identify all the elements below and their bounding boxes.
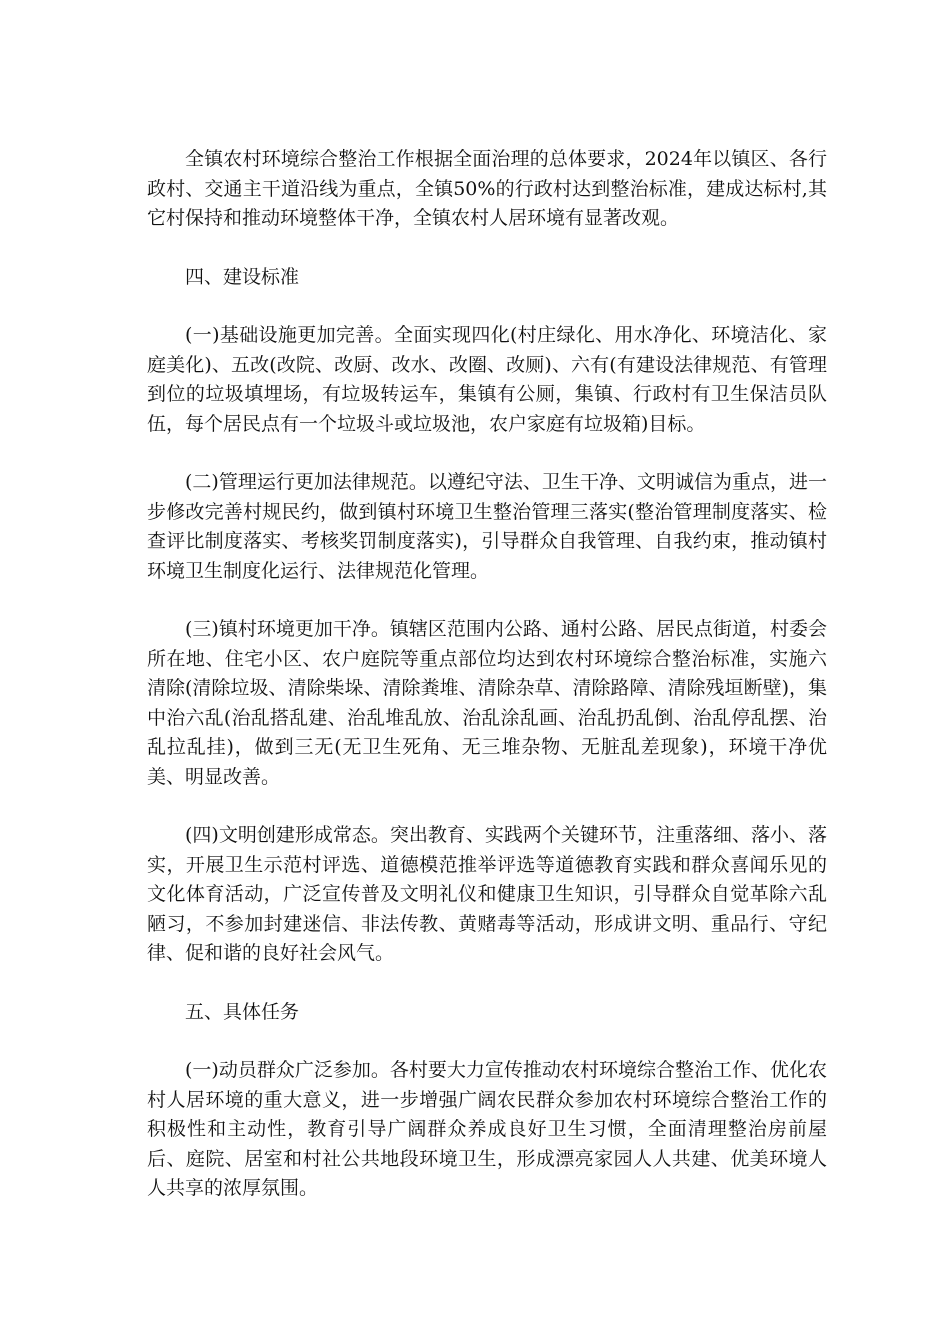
paragraph-infrastructure: (一)基础设施更加完善。全面实现四化(村庄绿化、用水净化、环境洁化、家庭美化)、五改(改院、改厨、改水、改圈、改厕)、六有(有建设法律规范、有管理到位的垃圾填埋场，有垃圾转运车，集镇有公厕，集镇、行政村有卫生保洁员队伍，每个居民点有一个垃圾斗或垃圾池，农户家庭有垃圾箱)目标。 [147,324,827,435]
paragraph-overall-goal: 全镇农村环境综合整治工作根据全面治理的总体要求，2024年以镇区、各行政村、交通主干道沿线为重点，全镇50%的行政村达到整治标准，建成达标村,其它村保持和推动环境整体干净，全镇农村人居环境有显著改观。 [147,148,827,229]
paragraph-mobilize-masses: (一)动员群众广泛参加。各村要大力宣传推动农村环境综合整治工作、优化农村人居环境的重大意义，进一步增强广阔农民群众参加农村环境综合整治工作的积极性和主动性，教育引导广阔群众养成良好卫生习惯，全面清理整治房前屋后、庭院、居室和村社公共地段环境卫生，形成漂亮家园人人共建、优美环境人人共享的浓厚氛围。 [147,1059,827,1199]
document-body [147,145,827,1233]
paragraph-civilization: (四)文明创建形成常态。突出教育、实践两个关键环节，注重落细、落小、落实，开展卫生示范村评选、道德模范推举评选等道德教育实践和群众喜闻乐见的文化体育活动，广泛宣传普及文明礼仪和健康卫生知识，引导群众自觉革除六乱陋习，不参加封建迷信、非法传教、黄赌毒等活动，形成讲文明、重品行、守纪律、促和谐的良好社会风气。 [147,824,827,964]
section-heading-specific-tasks: 五、具体任务 [185,1000,300,1023]
paragraph-management: (二)管理运行更加法律规范。以遵纪守法、卫生干净、文明诚信为重点，进一步修改完善村规民约，做到镇村环境卫生整治管理三落实(整治管理制度落实、检查评比制度落实、考核奖罚制度落实)，引导群众自我管理、自我约束，推动镇村环境卫生制度化运行、法律规范化管理。 [147,471,827,582]
section-heading-construction-standards: 四、建设标准 [185,265,300,288]
paragraph-village-environment: (三)镇村环境更加干净。镇辖区范围内公路、通村公路、居民点街道，村委会所在地、住宅小区、农户庭院等重点部位均达到农村环境综合整治标准，实施六清除(清除垃圾、清除柴垛、清除粪堆、清除杂草、清除路障、清除残垣断壁)，集中治六乱(治乱搭乱建、治乱堆乱放、治乱涂乱画、治乱扔乱倒、治乱停乱摆、治乱拉乱挂)，做到三无(无卫生死角、无三堆杂物、无脏乱差现象)，环境干净优美、明显改善。 [147,618,827,788]
